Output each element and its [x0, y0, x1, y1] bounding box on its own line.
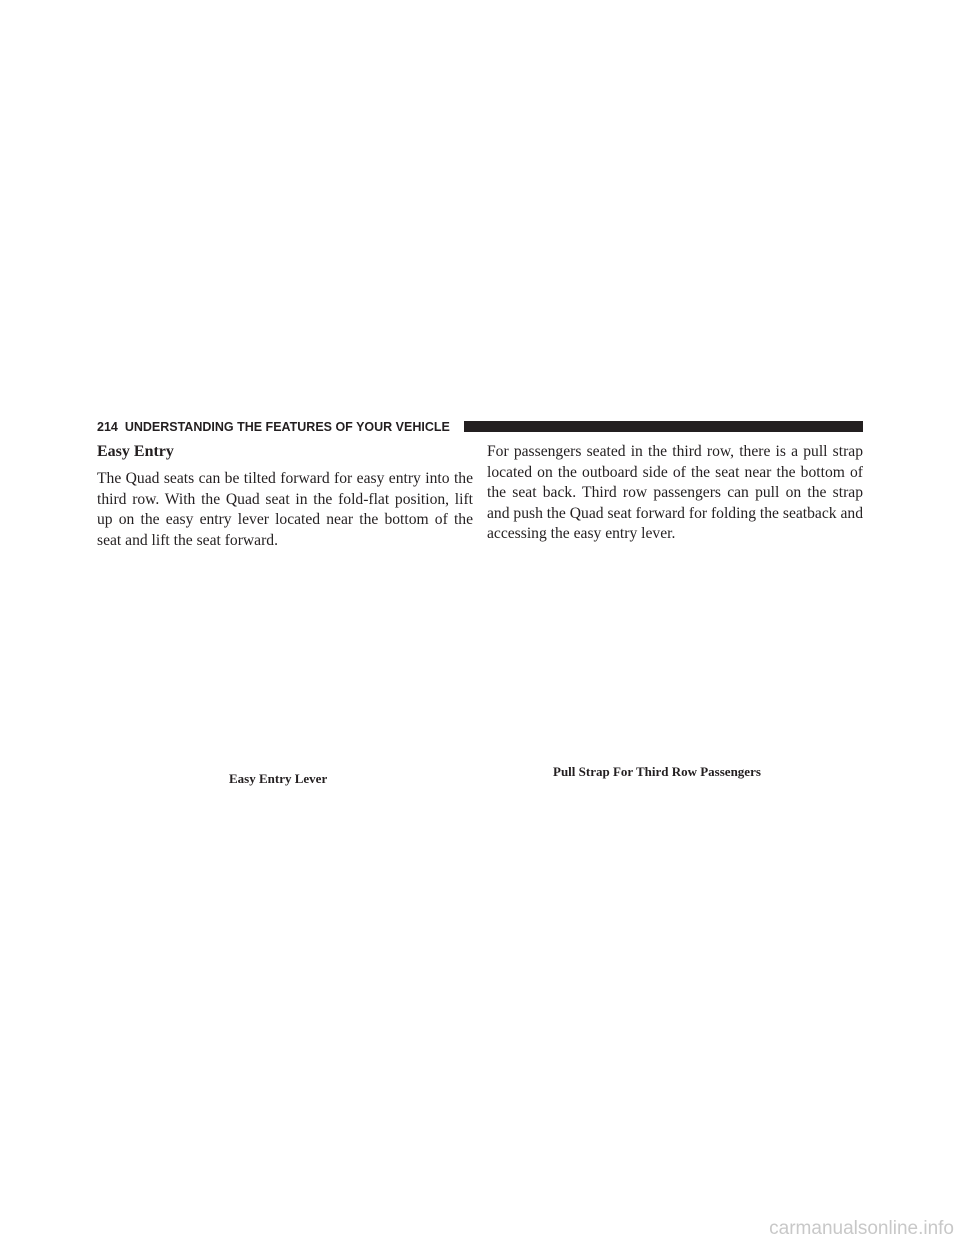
pull-strap-paragraph: For passengers seated in the third row, there is a pull strap located on the outboard side of the seat near the bottom of the seat back. Third row passengers can pull on the strap and push the Quad seat forward for folding the seatback and accessing the easy entry lever. — [487, 443, 863, 542]
header-bar — [464, 421, 863, 432]
easy-entry-paragraph: The Quad seats can be tilted forward for easy entry into the third row. With the Quad seat in the fold-flat position, lift up on the easy entry lever located near the bottom of the seat and lift the seat forward. — [97, 470, 473, 549]
easy-entry-heading: Easy Entry — [97, 443, 174, 460]
pull-strap-figure — [487, 560, 863, 758]
page-header — [97, 419, 863, 435]
section-title: UNDERSTANDING THE FEATURES OF YOUR VEHICLE — [124, 420, 450, 434]
easy-entry-lever-figure — [97, 560, 473, 765]
easy-entry-lever-caption: Easy Entry Lever — [229, 771, 328, 786]
site-watermark: carmanualsonline.info — [769, 1218, 954, 1239]
left-column — [97, 442, 473, 551]
pull-strap-caption: Pull Strap For Third Row Passengers — [553, 764, 761, 779]
header-text — [97, 419, 456, 435]
page-number: 214 — [97, 420, 118, 434]
right-column — [487, 442, 863, 545]
